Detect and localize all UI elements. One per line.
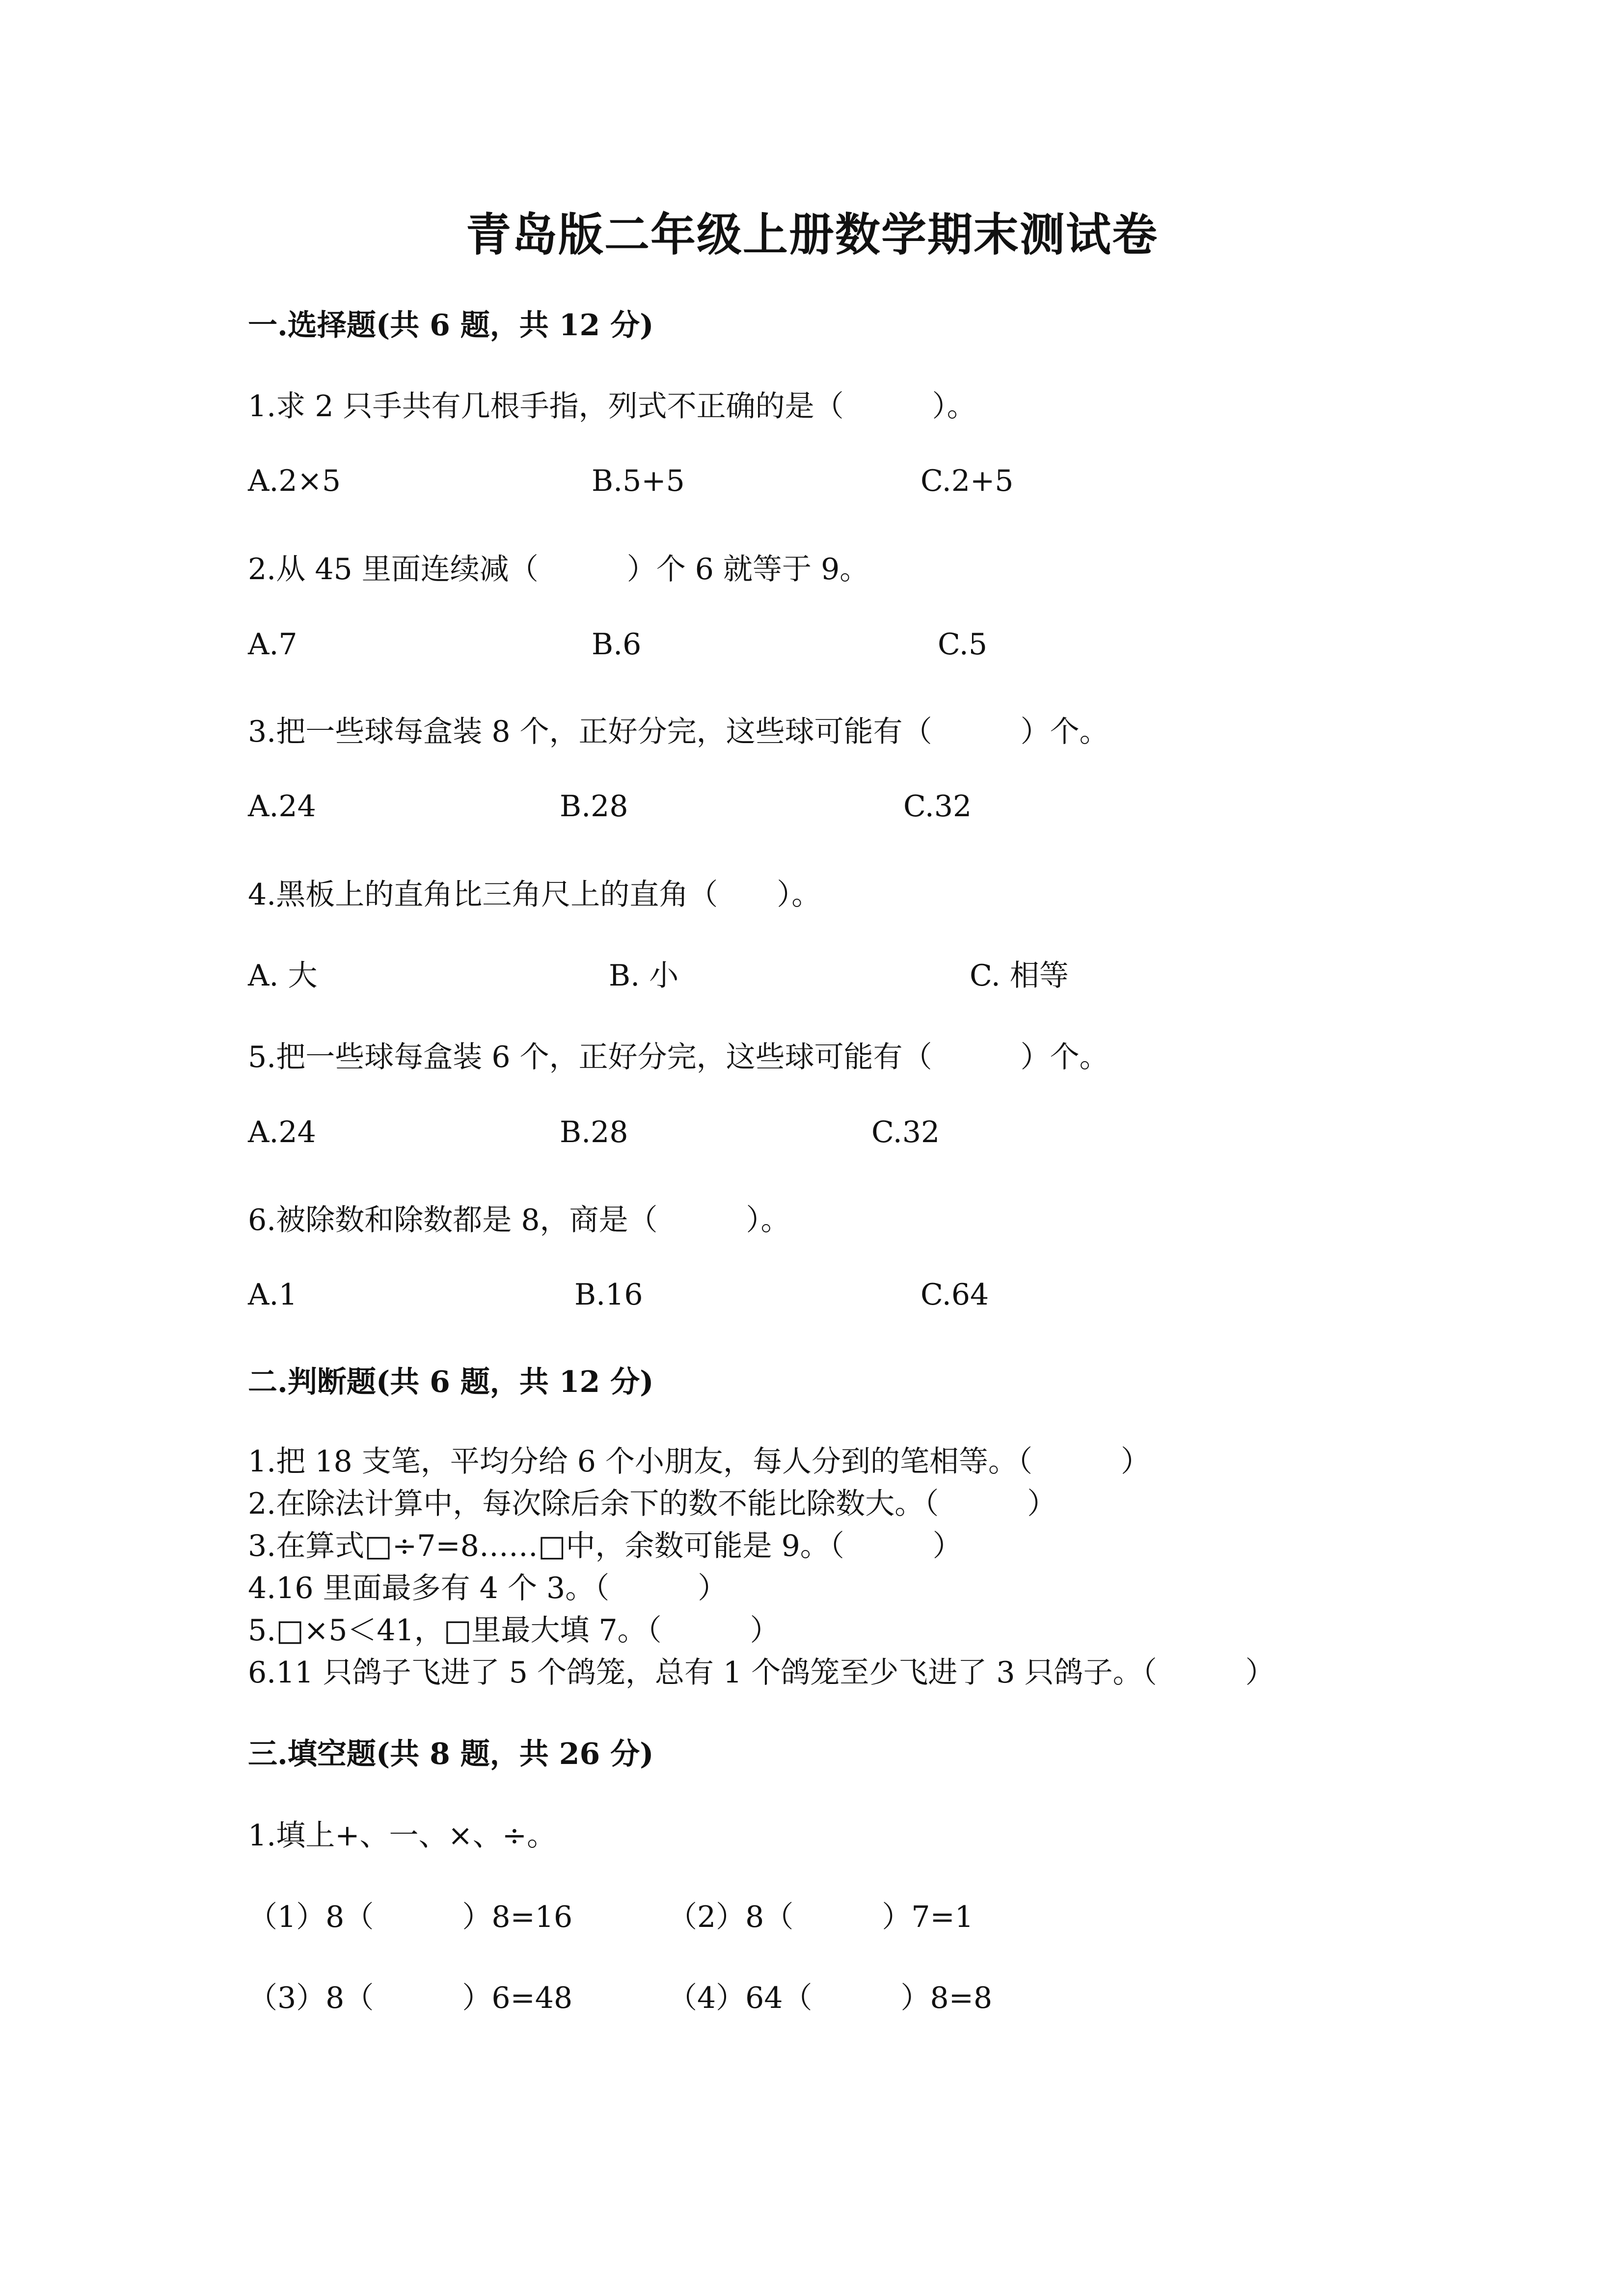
choice-q3-option-c: C.32 xyxy=(903,789,972,824)
choice-q1-option-b: B.5+5 xyxy=(592,464,685,498)
judge-item-1: 1.把 18 支笔，平均分给 6 个小朋友，每人分到的笔相等。（ ） xyxy=(248,1444,1151,1479)
choice-q2-option-b: B.6 xyxy=(592,627,642,662)
choice-q4-option-a: A. 大 xyxy=(248,959,318,993)
choice-q3-option-b: B.28 xyxy=(560,789,628,824)
choice-q5-option-c: C.32 xyxy=(871,1115,940,1149)
choice-q4-option-b: B. 小 xyxy=(609,959,679,993)
section-heading-choice: 一.选择题(共 6 题，共 12 分) xyxy=(248,308,654,343)
choice-question-2: 2.从 45 里面连续减（ ）个 6 就等于 9。 xyxy=(248,552,869,587)
choice-q4-option-c: C. 相等 xyxy=(970,959,1069,993)
section-heading-judge: 二.判断题(共 6 题，共 12 分) xyxy=(248,1365,654,1399)
choice-q3-option-a: A.24 xyxy=(248,789,316,824)
judge-item-4: 4.16 里面最多有 4 个 3。（ ） xyxy=(248,1571,728,1605)
fill-q1-part-3: （3）8（ ）6=48 xyxy=(248,1981,573,2015)
fill-q1-part-1: （1）8（ ）8=16 xyxy=(248,1900,573,1934)
fill-question-1: 1.填上+、一、×、÷。 xyxy=(248,1818,557,1853)
judge-item-3: 3.在算式□÷7=8……□中，余数可能是 9。（ ） xyxy=(248,1529,962,1563)
choice-q6-option-a: A.1 xyxy=(248,1278,298,1312)
judge-item-6: 6.11 只鸽子飞进了 5 个鸽笼，总有 1 个鸽笼至少飞进了 3 只鸽子。（ ） xyxy=(248,1655,1275,1690)
choice-q5-option-a: A.24 xyxy=(248,1115,316,1149)
fill-q1-part-4: （4）64（ ）8=8 xyxy=(668,1981,993,2015)
judge-item-2: 2.在除法计算中，每次除后余下的数不能比除数大。（ ） xyxy=(248,1487,1057,1521)
choice-question-1: 1.求 2 只手共有几根手指，列式不正确的是（ ）。 xyxy=(248,389,976,424)
choice-q2-option-c: C.5 xyxy=(938,627,988,662)
choice-q1-option-a: A.2×5 xyxy=(248,464,341,498)
choice-q1-option-c: C.2+5 xyxy=(920,464,1014,498)
fill-q1-part-2: （2）8（ ）7=1 xyxy=(668,1900,974,1934)
choice-question-5: 5.把一些球每盒装 6 个，正好分完，这些球可能有（ ）个。 xyxy=(248,1040,1109,1074)
choice-question-4: 4.黑板上的直角比三角尺上的直角（ ）。 xyxy=(248,878,821,912)
judge-item-5: 5.□×5＜41，□里最大填 7。（ ） xyxy=(248,1613,780,1648)
page-title: 青岛版二年级上册数学期末测试卷 xyxy=(465,208,1158,261)
choice-question-6: 6.被除数和除数都是 8，商是（ ）。 xyxy=(248,1203,790,1237)
choice-q6-option-b: B.16 xyxy=(574,1278,643,1312)
choice-q5-option-b: B.28 xyxy=(560,1115,628,1149)
choice-question-3: 3.把一些球每盒装 8 个，正好分完，这些球可能有（ ）个。 xyxy=(248,715,1109,749)
choice-q6-option-c: C.64 xyxy=(920,1278,989,1312)
section-heading-fill: 三.填空题(共 8 题，共 26 分) xyxy=(248,1737,654,1771)
choice-q2-option-a: A.7 xyxy=(248,627,298,662)
